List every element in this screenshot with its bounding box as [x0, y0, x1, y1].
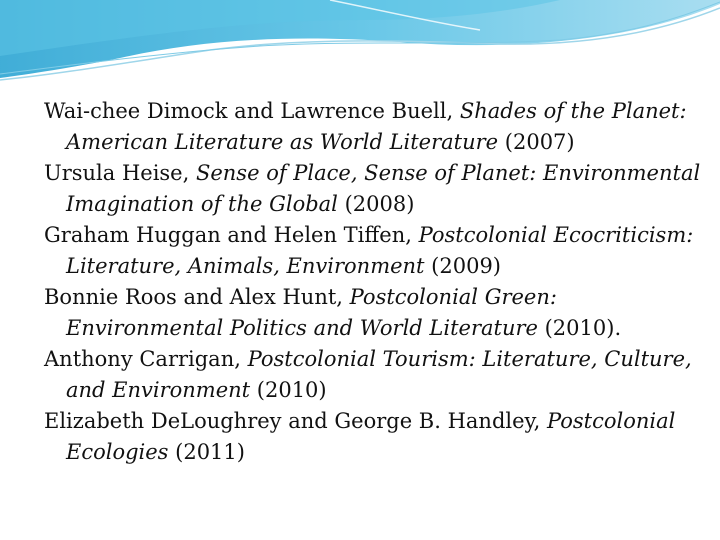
- reference-title: Shades of the Planet: American Literature as World Literature: [66, 99, 687, 154]
- reference-year: (2011): [168, 440, 245, 464]
- reference-title: Sense of Place, Sense of Planet: Environmental Imagination of the Global: [66, 161, 701, 216]
- reference-entry: [44, 158, 704, 220]
- reference-entry: [44, 344, 704, 406]
- reference-title: Postcolonial Ecologies: [66, 409, 676, 464]
- header-wave-decoration: [0, 0, 720, 100]
- reference-entry: [44, 96, 704, 158]
- reference-year: (2009): [424, 254, 502, 278]
- reference-entry: [44, 406, 704, 468]
- reference-authors: Wai-chee Dimock and Lawrence Buell,: [44, 99, 460, 123]
- reference-authors: Elizabeth DeLoughrey and George B. Handley,: [44, 409, 547, 433]
- reference-list: [44, 96, 704, 468]
- reference-authors: Graham Huggan and Helen Tiffen,: [44, 223, 419, 247]
- reference-entry: [44, 282, 704, 344]
- reference-title: Postcolonial Green: Environmental Politics and World Literature: [66, 285, 557, 340]
- reference-authors: Ursula Heise,: [44, 161, 196, 185]
- reference-year: (2008): [337, 192, 415, 216]
- reference-year: (2010).: [537, 316, 622, 340]
- reference-title: Postcolonial Tourism: Literature, Culture, and Environment: [66, 347, 692, 402]
- reference-year: (2010): [250, 378, 327, 402]
- reference-title: Postcolonial Ecocriticism: Literature, Animals, Environment: [66, 223, 694, 278]
- reference-authors: Anthony Carrigan,: [44, 347, 248, 371]
- reference-entry: [44, 220, 704, 282]
- reference-authors: Bonnie Roos and Alex Hunt,: [44, 285, 350, 309]
- reference-year: (2007): [498, 130, 575, 154]
